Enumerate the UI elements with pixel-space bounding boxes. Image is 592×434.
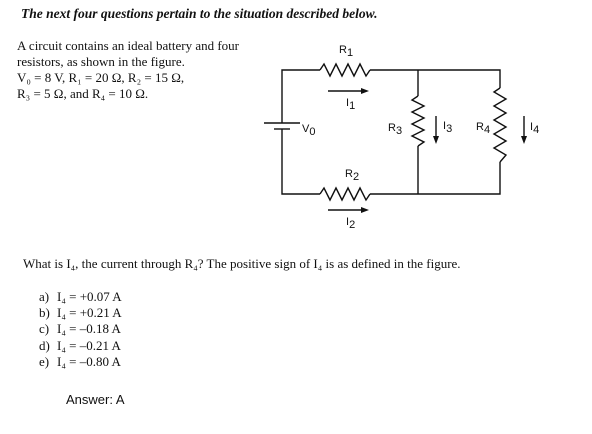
question-text: What is I₄, the current through R₄? The positive sign of I₄ is as defined in the figure.	[23, 256, 461, 271]
bottom-wire	[282, 129, 320, 194]
label-i2: I2	[346, 216, 356, 231]
choice-text: I₄ = +0.21 A	[57, 305, 122, 321]
section-heading: The next four questions pertain to the situation described below.	[21, 6, 378, 21]
label-i4: I4	[530, 121, 540, 136]
label-r2: R2	[345, 168, 360, 183]
arrowhead-i1	[361, 88, 369, 94]
label-r3: R3	[388, 122, 403, 137]
label-battery: V0	[302, 123, 316, 138]
top-wire-right	[370, 70, 500, 88]
resistor-r2	[320, 188, 370, 200]
choice-label: e)	[39, 353, 50, 369]
choice-c[interactable]	[39, 321, 122, 337]
choice-label: b)	[39, 305, 50, 321]
choice-text: I₄ = +0.07 A	[57, 289, 122, 304]
choice-label: d)	[39, 337, 50, 353]
label-i1: I1	[346, 97, 356, 112]
bottom-wire-right	[370, 162, 500, 194]
statement-line-1: A circuit contains an ideal battery and four	[17, 38, 240, 53]
statement-line-4: R₃ = 5 Ω, and R₄ = 10 Ω.	[17, 86, 149, 101]
choice-d[interactable]	[39, 338, 122, 354]
choice-text: I₄ = –0.21 A	[57, 337, 121, 353]
label-r1: R1	[339, 44, 354, 59]
choice-b[interactable]	[39, 305, 122, 321]
arrowhead-i4	[521, 136, 527, 144]
choice-a[interactable]	[39, 289, 122, 305]
label-i3: I3	[443, 120, 453, 135]
statement-line-2: resistors, as shown in the figure.	[17, 54, 185, 69]
answer-key: Answer: A	[66, 392, 125, 407]
top-wire	[282, 70, 320, 123]
choice-label: c)	[39, 321, 50, 337]
resistor-r4	[494, 88, 506, 162]
choice-text: I₄ = –0.80 A	[57, 353, 121, 369]
resistor-r1	[320, 64, 370, 76]
arrowhead-i2	[361, 207, 369, 213]
choice-label: a)	[39, 289, 50, 304]
label-r4: R4	[476, 121, 491, 136]
answer-choices	[39, 289, 122, 370]
choice-text: I₄ = –0.18 A	[57, 321, 121, 337]
choice-e[interactable]	[39, 354, 122, 370]
statement-line-3: V₀ = 8 V, R₁ = 20 Ω, R₂ = 15 Ω,	[17, 70, 185, 85]
resistor-r3	[412, 96, 424, 146]
arrowhead-i3	[433, 136, 439, 144]
